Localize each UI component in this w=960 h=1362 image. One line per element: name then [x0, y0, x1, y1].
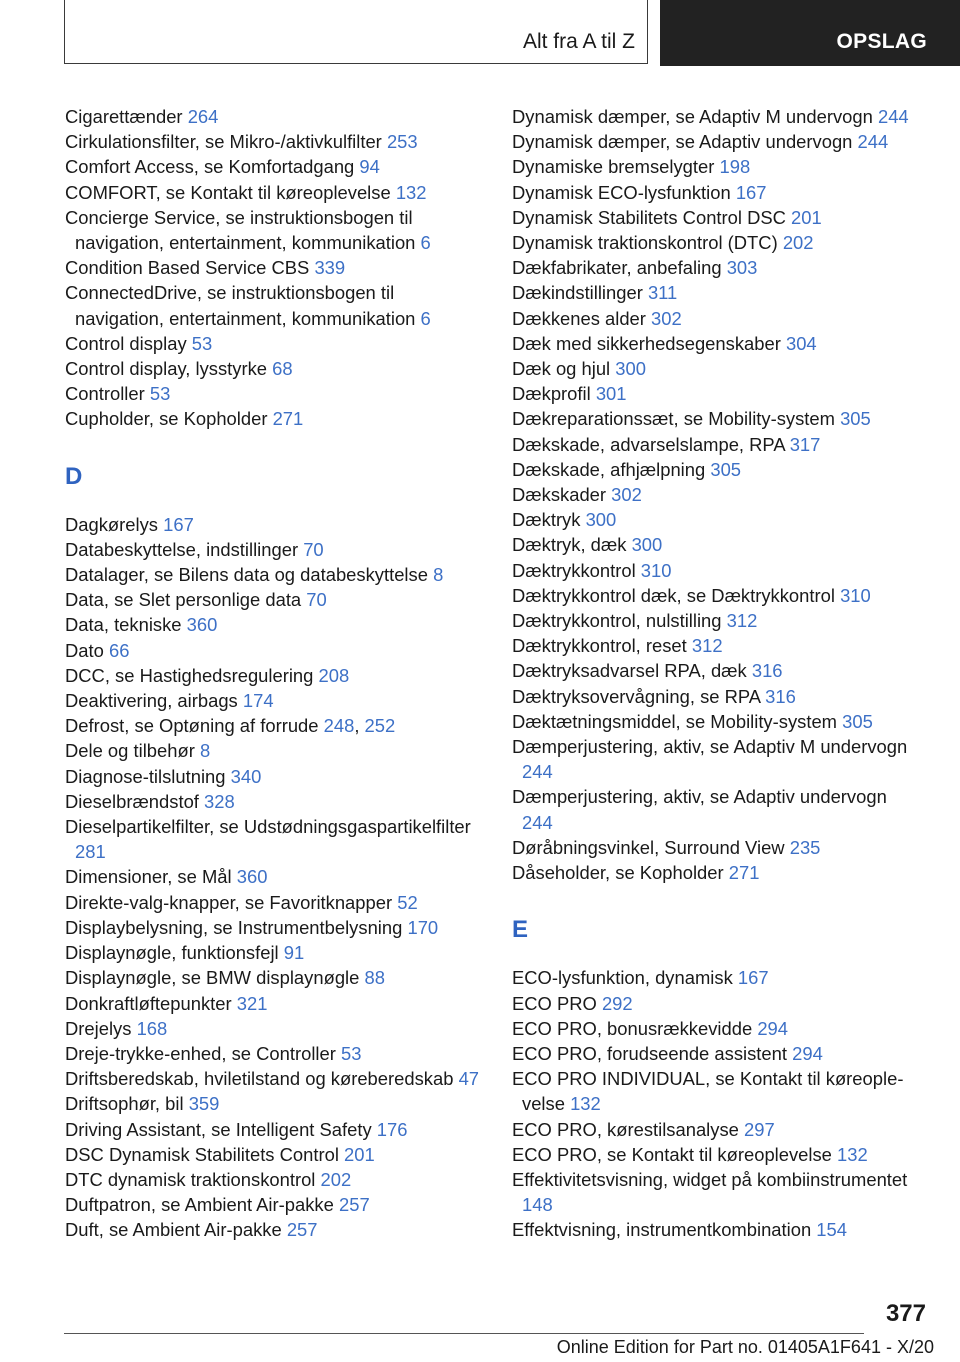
index-entry-text: Dæktætningsmiddel, se Mobility-system [512, 710, 837, 732]
index-entry [65, 1217, 485, 1242]
index-entry [512, 1016, 922, 1041]
page-reference-link[interactable]: 304 [785, 332, 817, 354]
page-reference-link[interactable]: 360 [236, 866, 268, 888]
index-entry-text: Deaktivering, airbags [65, 690, 238, 712]
index-entry-text: DCC, se Hastighedsregulering [65, 664, 314, 686]
index-entry [512, 558, 922, 583]
page-reference-link[interactable]: 174 [242, 690, 274, 712]
page-reference-link[interactable]: 294 [757, 1017, 789, 1039]
index-entry-text: ECO PRO, se Kontakt til køreoplevelse [512, 1143, 832, 1165]
index-entry-text: Duft, se Ambient Air-pakke [65, 1219, 282, 1241]
index-entry [512, 734, 922, 784]
page-reference-link[interactable]: 244 [877, 106, 909, 127]
index-entry-text: Dæktryksovervågning, se RPA [512, 685, 761, 707]
page-reference-link[interactable]: 66 [108, 639, 130, 661]
index-entry [512, 129, 922, 154]
page-reference-link[interactable]: 168 [136, 1017, 168, 1039]
index-entry-text: Dynamisk traktionskontrol (DTC) [512, 232, 778, 254]
index-entry-text: Dynamisk ECO-lysfunktion [512, 181, 731, 203]
index-entry [512, 965, 922, 990]
index-entry [512, 205, 922, 230]
index-entry [65, 688, 485, 713]
page-reference-link[interactable]: 359 [188, 1093, 220, 1115]
index-entry [512, 432, 922, 457]
index-entry [65, 512, 485, 537]
index-entry [65, 180, 485, 205]
index-entry [65, 255, 485, 280]
index-entry [65, 1041, 485, 1066]
index-entry [512, 583, 922, 608]
index-entry-text: DTC dynamisk traktionskontrol [65, 1168, 316, 1190]
index-entry-text: Dynamisk dæmper, se Adaptiv undervogn [512, 131, 853, 153]
index-entry [512, 658, 922, 683]
index-entry-text: ECO PRO INDIVIDUAL, se Kontakt til køreoplevelse [512, 1068, 904, 1115]
index-entry [512, 860, 922, 885]
index-entry [512, 306, 922, 331]
index-column-right [512, 104, 922, 1243]
index-entry [512, 154, 922, 179]
index-entry [512, 532, 922, 557]
page-reference-link[interactable]: 132 [570, 1093, 601, 1115]
page-reference-link[interactable]: 201 [791, 206, 822, 228]
page-reference-link[interactable]: 360 [186, 614, 218, 636]
index-entry-text: Dæmperjustering, aktiv, se Adaptiv undervogn [512, 786, 887, 808]
index-entry [65, 890, 485, 915]
index-entry-text: Dæk og hjul [512, 358, 611, 380]
page-reference-link[interactable]: 305 [840, 408, 871, 430]
index-entry-text: Dynamisk Stabilitets Control DSC [512, 206, 786, 228]
index-entry [65, 154, 485, 179]
index-entry-text: Dreje-trykke-enhed, se Controller [65, 1042, 336, 1064]
page-reference-link[interactable]: 70 [303, 538, 324, 560]
index-entry-text: Dækreparationssæt, se Mobility-system [512, 408, 835, 430]
page-reference-link[interactable]: 132 [395, 181, 427, 203]
index-entry-text: ECO PRO [512, 992, 597, 1014]
index-entry [65, 1192, 485, 1217]
page-reference-link[interactable]: 70 [306, 589, 327, 611]
page-reference-link[interactable]: 305 [842, 710, 873, 732]
page-reference-link[interactable]: 47 [458, 1068, 480, 1090]
index-entry-text: Dækskader [512, 484, 607, 506]
index-entry-text: Dåseholder, se Kopholder [512, 862, 724, 884]
index-entry [512, 835, 922, 860]
page-reference-link[interactable]: 301 [595, 383, 627, 405]
page-reference-link[interactable]: 300 [615, 358, 646, 380]
page-reference-link[interactable]: 300 [585, 509, 617, 531]
index-entry-text: ConnectedDrive, se instruktionsbogen til navigation, entertainment, kommunikation [65, 282, 416, 329]
index-entry [65, 1117, 485, 1142]
page-reference-link[interactable]: 244 [522, 761, 553, 783]
index-entry-text: Control display, lysstyrke [65, 358, 268, 380]
index-entry [512, 608, 922, 633]
index-entry [512, 991, 922, 1016]
index-entry-text: Displaybelysning, se Instrumentbelysning [65, 916, 403, 938]
index-entry [512, 684, 922, 709]
index-entry-text: Cirkulationsfilter, se Mikro-/aktivkulfilter [65, 131, 382, 153]
page-reference-link[interactable]: 302 [651, 307, 682, 329]
index-entry-text: ECO PRO, kørestilsanalyse [512, 1118, 739, 1140]
page-reference-link[interactable]: 8 [199, 740, 211, 762]
index-letter-heading: E [512, 916, 529, 944]
page-reference-link[interactable]: 340 [230, 765, 262, 787]
index-entry-text: Duftpatron, se Ambient Air-pakke [65, 1194, 334, 1216]
index-entry-text: Dækfabrikater, anbefaling [512, 257, 722, 279]
index-entry-text: Displaynøgle, funktionsfejl [65, 942, 279, 964]
page-reference-link[interactable]: 6 [420, 232, 431, 254]
index-entry [512, 406, 922, 431]
page-reference-link[interactable]: 53 [340, 1042, 362, 1064]
index-entry [512, 633, 922, 658]
page-reference-link[interactable]: 264 [187, 106, 219, 127]
index-entry [65, 406, 485, 431]
index-entry [65, 738, 485, 763]
index-entry [65, 789, 485, 814]
page-reference-link[interactable]: 53 [191, 332, 213, 354]
index-entry [65, 1016, 485, 1041]
page-reference-link[interactable]: 257 [286, 1219, 318, 1241]
index-entry [512, 709, 922, 734]
index-entry [65, 104, 485, 129]
index-entry [65, 1167, 485, 1192]
page-reference-link[interactable]: 311 [647, 282, 678, 304]
index-entry [65, 991, 485, 1016]
page-reference-link[interactable]: 253 [386, 131, 418, 153]
index-entry-text: ECO PRO, bonusrækkevidde [512, 1017, 753, 1039]
page-reference-link[interactable]: 208 [318, 664, 350, 686]
index-entry-text: DSC Dynamisk Stabilitets Control [65, 1143, 339, 1165]
index-entry [65, 562, 485, 587]
index-entry [512, 507, 922, 532]
index-entry [512, 230, 922, 255]
index-entry-text: Driftsberedskab, hviletilstand og køreberedskab [65, 1068, 454, 1090]
page-reference-link[interactable]: 316 [751, 660, 783, 682]
index-entry-text: Cigarettænder [65, 106, 183, 127]
page-reference-link[interactable]: 252 [364, 715, 396, 737]
index-letter-heading: D [65, 462, 83, 490]
index-entry [512, 104, 922, 129]
index-entry-text: Dækkenes alder [512, 307, 646, 329]
index-entry-text: Dæktrykkontrol dæk, se Dæktrykkontrol [512, 584, 835, 606]
page-reference-link[interactable]: 294 [792, 1042, 823, 1064]
index-entry-text: Dynamisk dæmper, se Adaptiv M undervogn [512, 106, 873, 127]
index-entry [65, 940, 485, 965]
index-entry [65, 280, 485, 330]
page-reference-link[interactable]: 167 [163, 513, 194, 535]
index-entry-text: Dækskade, afhjælpning [512, 458, 706, 480]
index-entry [65, 537, 485, 562]
page-reference-link[interactable]: 312 [691, 635, 723, 657]
index-entry [65, 331, 485, 356]
index-entry-text: Dækprofil [512, 383, 591, 405]
page-reference-link[interactable]: 235 [789, 836, 821, 858]
page-reference-link[interactable]: 271 [272, 408, 304, 430]
index-entry-text: Dieselbrændstof [65, 790, 199, 812]
index-entry [512, 356, 922, 381]
page-reference-link[interactable]: 300 [631, 534, 663, 556]
index-entry [65, 663, 485, 688]
index-entry [512, 457, 922, 482]
page-reference-link[interactable]: 148 [522, 1194, 553, 1216]
index-entry-text: COMFORT, se Kontakt til køreoplevelse [65, 181, 391, 203]
page-reference-link[interactable]: 94 [359, 156, 380, 178]
index-entry-text: Defrost, se Optøning af forrude [65, 715, 319, 737]
section-tab-label: OPSLAG [836, 30, 927, 53]
index-entry-text: Effektivitetsvisning, widget på kombiinstrumentet [512, 1168, 908, 1190]
index-entry-text: Donkraftløftepunkter [65, 992, 232, 1014]
page-reference-link[interactable]: 244 [857, 131, 889, 153]
page-reference-link[interactable]: 91 [283, 942, 305, 964]
index-entry-text: Dele og tilbehør [65, 740, 195, 762]
index-entry-text: Dæktryksadvarsel RPA, dæk [512, 660, 747, 682]
page-reference-link[interactable]: 321 [236, 992, 268, 1014]
index-entry [65, 915, 485, 940]
page-reference-link[interactable]: 312 [726, 610, 758, 632]
index-entry [512, 1167, 922, 1217]
index-entry [512, 331, 922, 356]
page-reference-link[interactable]: 52 [397, 891, 418, 913]
page-reference-link[interactable]: 176 [376, 1118, 408, 1140]
index-entry [512, 180, 922, 205]
index-entry-text: Comfort Access, se Komfortadgang [65, 156, 355, 178]
index-entry [65, 638, 485, 663]
page-reference-link[interactable]: 132 [837, 1143, 868, 1165]
page-reference-link[interactable]: 281 [75, 841, 106, 863]
index-entry-text: Concierge Service, se instruktionsbogen til navigation, entertainment, kommunikation [65, 206, 416, 254]
page-reference-link[interactable]: 170 [407, 916, 439, 938]
index-entry [512, 1217, 922, 1242]
index-entry-text: Effektvisning, instrumentkombination [512, 1219, 812, 1241]
index-entry-text: Dynamiske bremselygter [512, 156, 715, 178]
index-entry [65, 356, 485, 381]
index-entry-text: Dæktrykkontrol, reset [512, 635, 687, 657]
page-reference-link[interactable]: 202 [320, 1168, 352, 1190]
index-entry-text: Drejelys [65, 1017, 132, 1039]
page-reference-link[interactable]: 167 [737, 967, 769, 989]
page-reference-link[interactable]: 305 [710, 458, 742, 480]
index-entry [512, 280, 922, 305]
index-entry-text: Dækskade, advarselslampe, RPA [512, 433, 785, 455]
index-entry [65, 814, 485, 864]
index-entry-text: Controller [65, 383, 145, 405]
page-number: 377 [885, 1300, 926, 1327]
page-reference-link[interactable]: 248 [323, 715, 355, 737]
page-reference-link[interactable]: 303 [726, 257, 758, 279]
index-entry [512, 1066, 922, 1116]
page-reference-link[interactable]: 198 [719, 156, 751, 178]
index-entry-text: Dæktryk [512, 509, 581, 531]
index-entry-text: Diagnose-tilslutning [65, 765, 226, 787]
index-entry-text: Data, tekniske [65, 614, 182, 636]
index-entry: Defrost, se Optøning af forrude 248, 252 [65, 715, 396, 737]
page-reference-link[interactable]: 53 [149, 383, 171, 405]
footer-divider [64, 1333, 864, 1334]
index-entry-text: Dæmperjustering, aktiv, se Adaptiv M undervogn [512, 736, 908, 758]
index-entry [65, 587, 485, 612]
footer-edition-text: Online Edition for Part no. 01405A1F641 - X/20 [556, 1337, 934, 1357]
page-reference-link[interactable]: 317 [789, 433, 821, 455]
index-entry-text: Dæk med sikkerhedsegenskaber [512, 332, 781, 354]
index-entry-text: Døråbningsvinkel, Surround View [512, 836, 785, 858]
header-frame [64, 0, 648, 64]
page-reference-link[interactable]: 297 [744, 1118, 775, 1140]
index-entry-text: Dæktryk, dæk [512, 534, 627, 556]
index-entry-text: Datalager, se Bilens data og databeskyttelse [65, 564, 428, 586]
index-entry-text: Dagkørelys [65, 513, 158, 535]
page-reference-link[interactable]: 154 [816, 1219, 847, 1241]
page-reference-link[interactable]: 167 [735, 181, 767, 203]
index-entry-text: Dæktrykkontrol, nulstilling [512, 610, 722, 632]
page-reference-link[interactable]: 271 [728, 862, 760, 884]
index-entry-text: Dimensioner, se Mål [65, 866, 232, 888]
page-reference-link[interactable]: 302 [611, 484, 642, 506]
index-entry [65, 612, 485, 637]
index-entry-text: Driftsophør, bil [65, 1093, 184, 1115]
index-entry [65, 129, 485, 154]
index-entry-text: Condition Based Service CBS [65, 257, 310, 279]
page-reference-link[interactable]: 328 [204, 790, 235, 812]
index-entry [512, 255, 922, 280]
index-entry-text: ECO PRO, forudseende assistent [512, 1042, 787, 1064]
page-reference-link[interactable]: 88 [364, 967, 385, 989]
page-reference-link[interactable]: 202 [782, 232, 814, 254]
page-reference-link[interactable]: 201 [344, 1143, 375, 1165]
index-entry-text: Displaynøgle, se BMW displaynøgle [65, 967, 360, 989]
page-reference-link[interactable]: 310 [640, 559, 672, 581]
index-entry-text: Data, se Slet personlige data [65, 589, 302, 611]
index-entry [65, 1091, 485, 1116]
index-entry-text: Dæktrykkontrol [512, 559, 636, 581]
index-entry-text: Dækindstillinger [512, 282, 643, 304]
page-reference-link[interactable]: 310 [840, 584, 871, 606]
page-reference-link[interactable]: 257 [338, 1194, 370, 1216]
index-entry [512, 1041, 922, 1066]
index-entry [512, 1117, 922, 1142]
index-entry [65, 205, 485, 255]
index-entry [65, 381, 485, 406]
index-entry [65, 864, 485, 889]
page-reference-link[interactable]: 68 [272, 358, 293, 380]
index-entry [65, 965, 485, 990]
index-entry [512, 784, 922, 834]
index-entry-text: Cupholder, se Kopholder [65, 408, 268, 430]
page-reference-link[interactable]: 8 [433, 564, 444, 586]
page-reference-link[interactable]: 244 [522, 811, 553, 833]
index-entry [65, 764, 485, 789]
index-entry [65, 1066, 485, 1091]
index-entry-text: Dieselpartikelfilter, se Udstødningsgaspartikelfilter [65, 816, 471, 838]
index-entry-text: ECO-lysfunktion, dynamisk [512, 967, 733, 989]
page-reference-link[interactable]: 292 [601, 992, 633, 1014]
index-column-left [65, 104, 485, 1243]
index-entry-text: Databeskyttelse, indstillinger [65, 538, 299, 560]
page-reference-link[interactable]: 339 [314, 257, 346, 279]
index-entry-text: Direkte-valg-knapper, se Favoritknapper [65, 891, 393, 913]
index-entry [512, 381, 922, 406]
index-entry [512, 1142, 922, 1167]
index-entry-text: Driving Assistant, se Intelligent Safety [65, 1118, 372, 1140]
index-entry-text: Dato [65, 639, 104, 661]
page-reference-link[interactable]: 316 [765, 685, 796, 707]
index-entry [65, 1142, 485, 1167]
index-entry [512, 482, 922, 507]
page-reference-link[interactable]: 6 [420, 307, 431, 329]
section-tab [660, 0, 960, 66]
index-entry-text: Control display [65, 332, 187, 354]
section-title: Alt fra A til Z [522, 30, 635, 53]
